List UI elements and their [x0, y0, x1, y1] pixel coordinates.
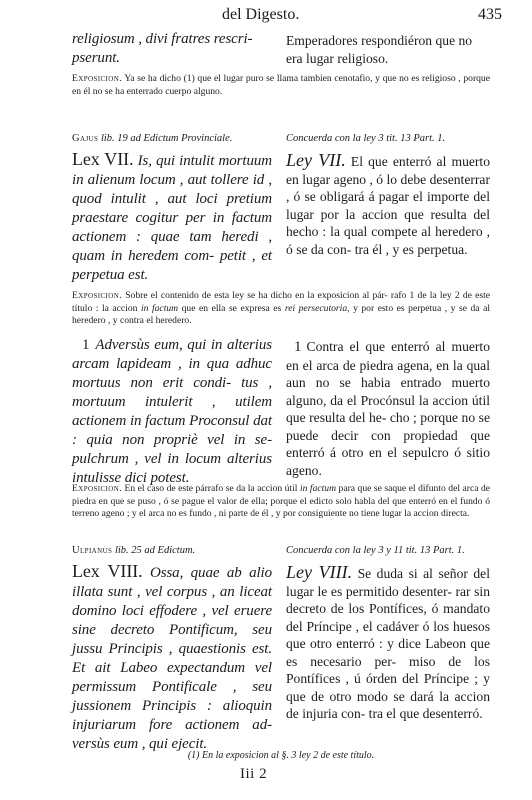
source-left-lex8	[72, 545, 195, 556]
exposicion-text: Sobre el contenido de esta ley se ha dicho en la exposicion al pár- rafo 1 de la ley 2 de este título : la accion	[72, 290, 490, 314]
exposicion-text: que en ella se expresa es	[181, 302, 282, 314]
para1-spanish-body: Contra el que enterró al muerto en el arca de piedra agena, en la qual aun no se habia entrado muerto alguno, da el Procónsul la accion útil que resulta del he- cho ; porque no se puede decir con propiedad que enterró á otro en el sepulcro ó sitio ageno.	[286, 339, 490, 478]
source-right-lex7: Concuerda con la ley 3 tit. 13 Part. 1.	[286, 133, 446, 144]
lex8-latin	[72, 562, 272, 754]
latin-continuation: religiosum , divi fratres rescri- pserunt.	[72, 31, 253, 66]
footnote: (1) En la exposicion al §. 3 ley 2 de este título.	[187, 750, 375, 761]
exposicion-text: En el caso de este párrafo se da la accion útil	[124, 483, 298, 494]
para1-latin-body: , qui in alterius arcam lapideam , in qua adhuc mortuus non erit condi- tus , mortuum intulerit , utilem actionem in factum Proconsul dat : quia non propriè vel in se- pulchrum , vel in locum alterius intulisse dici potest.	[72, 337, 272, 486]
ley8-spanish-body: Se duda si al señor del lugar le es permitido desenter- rar sin decreto de los Pontífices, ó mandato del Príncipe , el cadáver ó los huesos que otro enterró : y dice Labeon que es necesario per- miso de los Pontífices , ú órden del Príncipe ; y que de otro modo se dará la accion de injuria con- tra el que desenterró.	[286, 566, 490, 721]
lex8-latin-body: , quae ab alio illata sunt , vel corpus , an liceat domino loci effodere , vel eruere sine decreto Pontificum, seu jussu Principis , quaestionis est. Et ait Labeo expectandum vel permissum Pontificale , seu jussionem Principis : alioquin injuriarum fore actionem ad- versùs eum , qui ejecit.	[72, 565, 273, 752]
ley7-spanish-body: El que enterró al muerto en lugar ageno , ó lo debe desenterrar , ó se obligará á pagar el importe del lugar por la accion que resulta del hecho : la qual compete al heredero , ó se da con- tra él , y es perpetua.	[286, 154, 490, 257]
lex8-heading: Lex VIII.	[72, 561, 143, 581]
source-right-lex8: Concuerda con la ley 3 y 11 tit. 13 Part. 1.	[286, 545, 465, 556]
lex8-lead: Ossa	[149, 565, 180, 581]
exposicion-label: Exposicion.	[72, 290, 122, 301]
para1-span-number: 1	[294, 339, 302, 355]
source-author: Gajus	[72, 133, 99, 144]
exposicion-italic: rei persecutoria	[284, 302, 348, 314]
exposicion-label: Exposicion.	[72, 73, 122, 84]
lex7-spanish	[286, 152, 490, 258]
running-header: del Digesto.	[222, 6, 300, 23]
exposicion-2	[72, 290, 490, 328]
para1-number: 1	[82, 337, 90, 353]
exposicion-italic: in factum	[140, 302, 179, 314]
signature-mark: Iii 2	[240, 766, 268, 782]
lex7-lead: Is	[137, 153, 149, 169]
source-ref: lib. 19 ad Edictum Provinciale.	[100, 133, 233, 144]
lex7-latin-body: , qui intulit mortuum in alienum locum , aut tollere id , quod intulit , aut loci pretium praestare cogitur per in factum actionem : quae tam heredi , quam in heredem com- petit , et perpetua est.	[72, 153, 272, 283]
exposicion-text: Ya se ha dicho (1) que el lugar puro se llama tambien cenotafio, y que no es religioso , porque en él no se ha enterrado cuerpo alguno.	[72, 73, 490, 97]
spanish-continuation: Emperadores respondiéron que no era lugar religioso.	[286, 33, 473, 66]
exposicion-3	[72, 483, 490, 521]
lex8-spanish	[286, 564, 490, 723]
exposicion-italic: in factum	[299, 483, 337, 494]
lex7-latin	[72, 150, 272, 285]
para1-lead: Adversùs eum	[95, 337, 179, 353]
source-author: Ulpianus	[72, 545, 113, 556]
para1-latin	[72, 336, 272, 488]
exposicion-1	[72, 73, 490, 98]
source-ref: lib. 25 ad Edictum.	[114, 545, 196, 556]
ley7-heading: Ley VII.	[286, 150, 346, 170]
para1-spanish	[286, 338, 490, 479]
source-left-lex7	[72, 133, 232, 144]
exposicion-text: , y por esto es perpetua , y se da al heredero , y contra el heredero.	[72, 302, 490, 326]
ley8-heading: Ley VIII.	[286, 562, 353, 582]
lex7-heading: Lex VII.	[72, 149, 134, 169]
exposicion-label: Exposicion.	[72, 483, 122, 494]
exposicion-text: para que se saque el difunto del arca de piedra en que se puso , ó se pague el valor de ella; porque el edicto solo habla del que enterró en el fundo ó terreno ageno ; y el arca no es fundo , ni parte de él , y por consiguiente no tiene lugar la accion directa.	[72, 483, 491, 519]
page-number: 435	[478, 6, 502, 23]
